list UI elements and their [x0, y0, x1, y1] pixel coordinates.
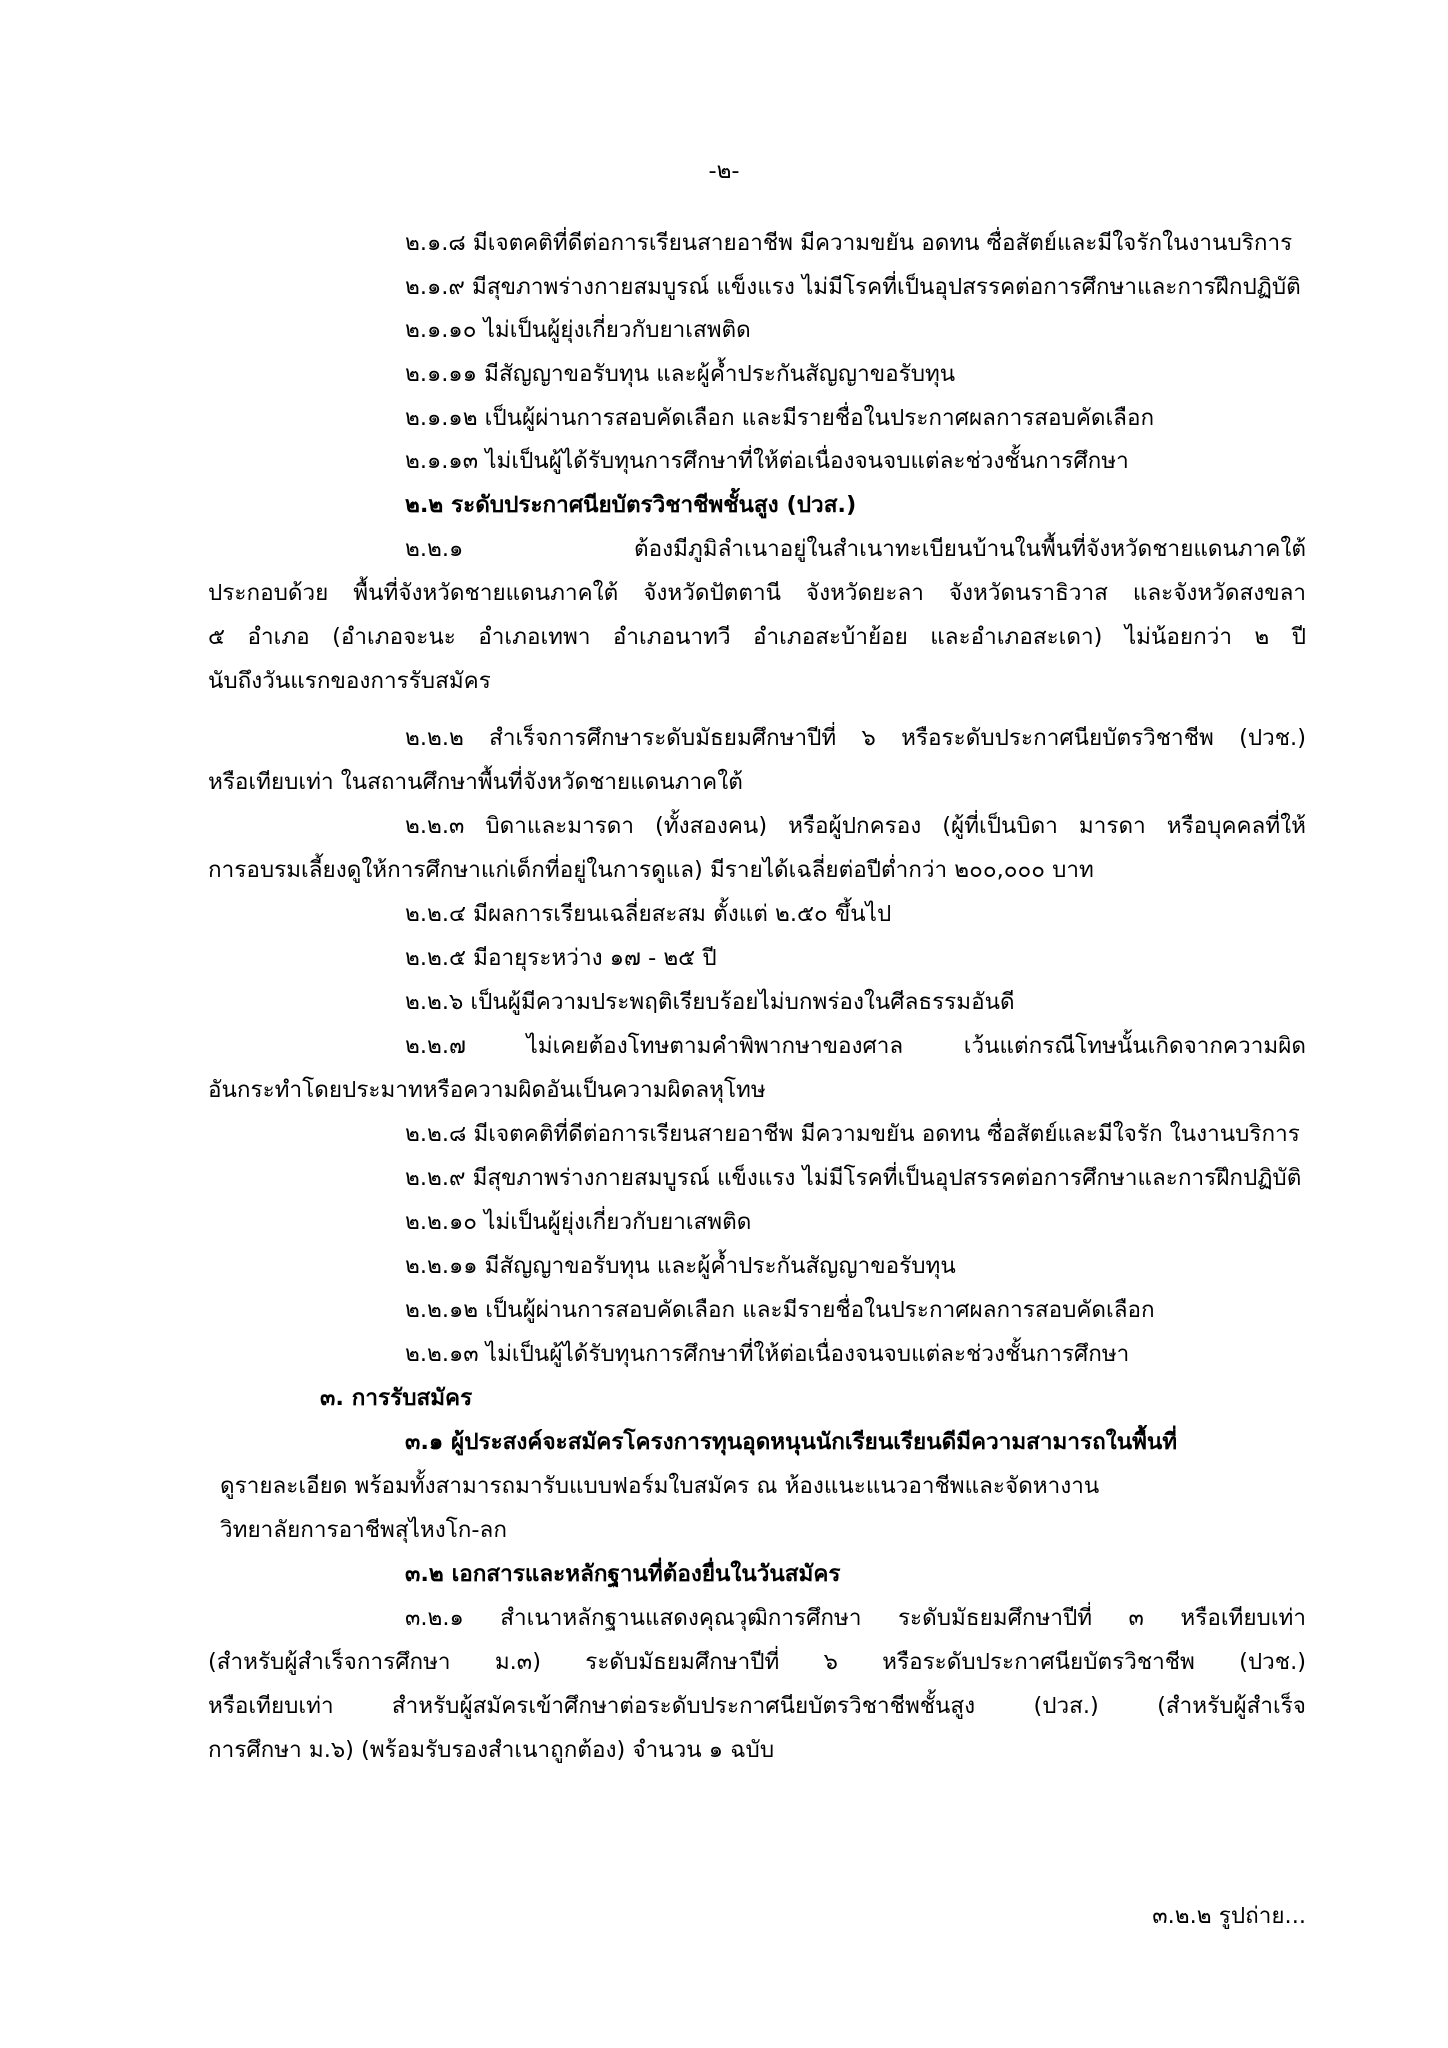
item-2-1-12: ๒.๑.๑๒ เป็นผู้ผ่านการสอบคัดเลือก และมีรายชื่อในประกาศผลการสอบคัดเลือก: [405, 405, 1155, 431]
item-2-2-2-line-2: หรือเทียบเท่า ในสถานศึกษาพื้นที่จังหวัดชายแดนภาคใต้: [208, 769, 743, 795]
section-3-1-line-1: ดูรายละเอียด พร้อมทั้งสามารถมารับแบบฟอร์มใบสมัคร ณ ห้องแนะแนวอาชีพและจัดหางาน: [220, 1473, 1100, 1499]
item-2-2-2-line-1: ๒.๒.๒ สำเร็จการศึกษาระดับมัธยมศึกษาปีที่ ๖ หรือระดับประกาศนียบัตรวิชาชีพ (ปวช.): [405, 725, 1306, 751]
item-2-2-8: ๒.๒.๘ มีเจตคติที่ดีต่อการเรียนสายอาชีพ มีความขยัน อดทน ซื่อสัตย์และมีใจรัก ในงานบริการ: [405, 1121, 1300, 1147]
item-2-2-1-line-1: ๒.๒.๑ ต้องมีภูมิลำเนาอยู่ในสำเนาทะเบียนบ้านในพื้นที่จังหวัดชายแดนภาคใต้: [405, 536, 1306, 562]
item-2-2-5: ๒.๒.๕ มีอายุระหว่าง ๑๗ - ๒๕ ปี: [405, 945, 717, 971]
item-3-2-1-line-1: ๓.๒.๑ สำเนาหลักฐานแสดงคุณวุฒิการศึกษา ระดับมัธยมศึกษาปีที่ ๓ หรือเทียบเท่า: [405, 1605, 1306, 1631]
item-2-2-1-line-2: ประกอบด้วย พื้นที่จังหวัดชายแดนภาคใต้ จังหวัดปัตตานี จังหวัดยะลา จังหวัดนราธิวาส และจังหวัดสงขลา: [208, 580, 1306, 606]
item-2-2-7-line-1: ๒.๒.๗ ไม่เคยต้องโทษตามคำพิพากษาของศาล เว้นแต่กรณีโทษนั้นเกิดจากความผิด: [405, 1033, 1306, 1059]
item-2-2-3-line-1: ๒.๒.๓ บิดาและมารดา (ทั้งสองคน) หรือผู้ปกครอง (ผู้ที่เป็นบิดา มารดา หรือบุคคลที่ให้: [405, 813, 1306, 839]
item-2-2-7-line-2: อันกระทำโดยประมาทหรือความผิดอันเป็นความผิดลหุโทษ: [208, 1077, 766, 1103]
item-2-2-1-line-4: นับถึงวันแรกของการรับสมัคร: [208, 668, 491, 694]
section-3-1-line-2: วิทยาลัยการอาชีพสุไหงโก-ลก: [220, 1517, 507, 1543]
section-3-1-heading: ๓.๑ ผู้ประสงค์จะสมัครโครงการทุนอุดหนุนนักเรียนเรียนดีมีความสามารถในพื้นที่: [405, 1429, 1178, 1455]
section-3-heading: ๓. การรับสมัคร: [320, 1385, 473, 1411]
item-2-2-3-line-2: การอบรมเลี้ยงดูให้การศึกษาแก่เด็กที่อยู่ในการดูแล) มีรายได้เฉลี่ยต่อปีต่ำกว่า ๒๐๐,๐๐๐ บาท: [208, 857, 1094, 883]
item-2-2-11: ๒.๒.๑๑ มีสัญญาขอรับทุน และผู้ค้ำประกันสัญญาขอรับทุน: [405, 1253, 956, 1279]
item-2-2-12: ๒.๒.๑๒ เป็นผู้ผ่านการสอบคัดเลือก และมีรายชื่อในประกาศผลการสอบคัดเลือก: [405, 1297, 1155, 1323]
item-3-2-1-line-4: การศึกษา ม.๖) (พร้อมรับรองสำเนาถูกต้อง) จำนวน ๑ ฉบับ: [208, 1737, 775, 1763]
item-2-2-13: ๒.๒.๑๓ ไม่เป็นผู้ได้รับทุนการศึกษาที่ให้ต่อเนื่องจนจบแต่ละช่วงชั้นการศึกษา: [405, 1341, 1130, 1367]
item-2-1-13: ๒.๑.๑๓ ไม่เป็นผู้ได้รับทุนการศึกษาที่ให้ต่อเนื่องจนจบแต่ละช่วงชั้นการศึกษา: [405, 448, 1129, 474]
item-2-1-10: ๒.๑.๑๐ ไม่เป็นผู้ยุ่งเกี่ยวกับยาเสพติด: [405, 317, 751, 343]
item-2-2-1-line-3: ๕ อำเภอ (อำเภอจะนะ อำเภอเทพา อำเภอนาทวี อำเภอสะบ้าย้อย และอำเภอสะเดา) ไม่น้อยกว่า ๒ ปี: [208, 624, 1306, 650]
item-2-1-8: ๒.๑.๘ มีเจตคติที่ดีต่อการเรียนสายอาชีพ มีความขยัน อดทน ซื่อสัตย์และมีใจรักในงานบริการ: [405, 230, 1293, 256]
item-2-2-6: ๒.๒.๖ เป็นผู้มีความประพฤติเรียบร้อยไม่บกพร่องในศีลธรรมอันดี: [405, 989, 1015, 1015]
section-2-2-heading: ๒.๒ ระดับประกาศนียบัตรวิชาชีพชั้นสูง (ปวส.): [405, 492, 857, 518]
item-2-2-9: ๒.๒.๙ มีสุขภาพร่างกายสมบูรณ์ แข็งแรง ไม่มีโรคที่เป็นอุปสรรคต่อการศึกษาและการฝึกปฏิบัติ: [405, 1165, 1302, 1191]
item-2-2-10: ๒.๒.๑๐ ไม่เป็นผู้ยุ่งเกี่ยวกับยาเสพติด: [405, 1209, 752, 1235]
item-2-1-9: ๒.๑.๙ มีสุขภาพร่างกายสมบูรณ์ แข็งแรง ไม่มีโรคที่เป็นอุปสรรคต่อการศึกษาและการฝึกปฏิบัติ: [405, 274, 1301, 300]
item-2-2-4: ๒.๒.๔ มีผลการเรียนเฉลี่ยสะสม ตั้งแต่ ๒.๕๐ ขึ้นไป: [405, 901, 892, 927]
page-number: -๒-: [708, 158, 740, 184]
continuation-marker: ๓.๒.๒ รูปถ่าย...: [1152, 1903, 1306, 1929]
item-3-2-1-line-3: หรือเทียบเท่า สำหรับผู้สมัครเข้าศึกษาต่อระดับประกาศนียบัตรวิชาชีพชั้นสูง (ปวส.) (สำหรับผู้สำเร็จ: [208, 1693, 1306, 1719]
section-3-2-heading: ๓.๒ เอกสารและหลักฐานที่ต้องยื่นในวันสมัคร: [405, 1561, 841, 1587]
item-3-2-1-line-2: (สำหรับผู้สำเร็จการศึกษา ม.๓) ระดับมัธยมศึกษาปีที่ ๖ หรือระดับประกาศนียบัตรวิชาชีพ (ปวช.): [208, 1649, 1306, 1675]
item-2-1-11: ๒.๑.๑๑ มีสัญญาขอรับทุน และผู้ค้ำประกันสัญญาขอรับทุน: [405, 361, 956, 387]
